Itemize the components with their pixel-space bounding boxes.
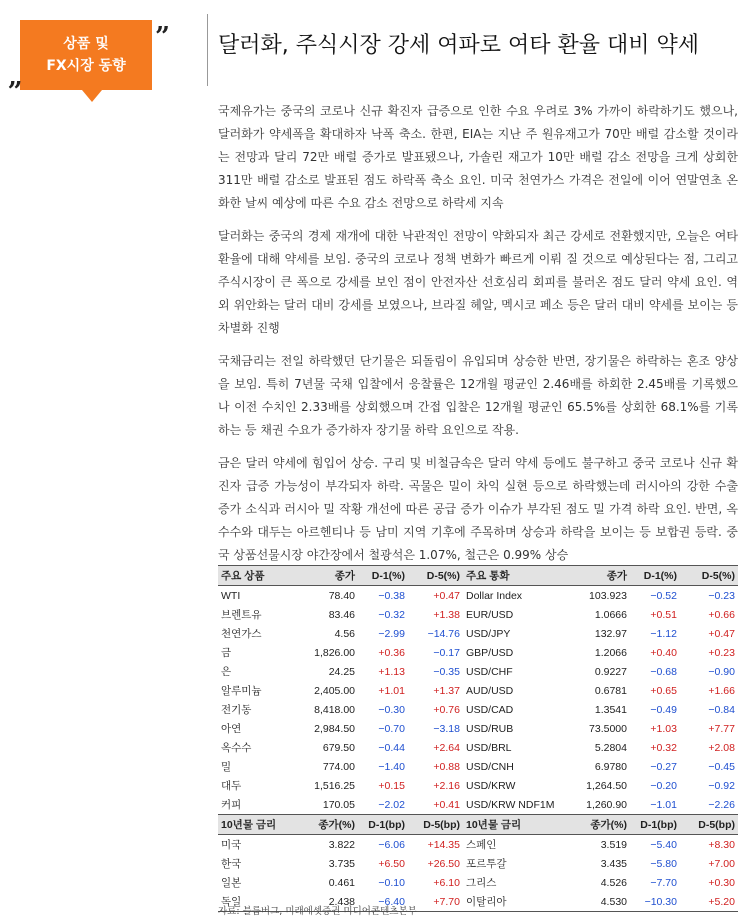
column-header: 종가(%)	[300, 815, 358, 835]
header-divider	[207, 14, 208, 86]
table-row	[218, 738, 738, 757]
table-row	[218, 700, 738, 719]
table-cell: 1,260.90	[568, 795, 630, 815]
table-cell: 4.530	[568, 892, 630, 912]
table-cell: 1.0666	[594, 608, 627, 621]
table-cell: +0.65	[650, 684, 677, 697]
table-cell: 은	[221, 666, 232, 678]
table-cell: USD/CAD	[466, 703, 514, 716]
table-cell: 2.438	[300, 892, 358, 912]
table-cell: +14.35	[427, 838, 460, 851]
table-cell: USD/BRL	[466, 741, 512, 754]
table-cell: 3.735	[328, 857, 355, 870]
table-cell: 일본	[221, 877, 242, 889]
table-cell: USD/RUB	[466, 722, 514, 735]
table-cell: −0.52	[650, 589, 677, 602]
table-cell: −0.49	[650, 703, 677, 716]
table-cell: 1,516.25	[314, 779, 355, 792]
table-cell: 679.50	[322, 741, 355, 754]
table-cell: 103.923	[589, 589, 627, 602]
table-cell: USD/KRW	[466, 779, 516, 792]
column-header: D-5(%)	[680, 566, 738, 586]
table-cell: −0.70	[378, 722, 405, 735]
table-row	[218, 776, 738, 795]
table-row	[218, 624, 738, 643]
table-cell: 170.05	[300, 795, 358, 815]
table-cell: −14.76	[427, 627, 460, 640]
table-cell: +2.64	[433, 741, 460, 754]
paragraph-metals-grains: 금은 달러 약세에 힘입어 상승. 구리 및 비철금속은 달러 약세 등에도 불구하고 중국 코로나 신규 확진자 급증 가능성이 부각되자 하락. 곡물은 밀이 차익 실현 등으로 하락했는데 러시아의 강한 수출 증가 소식과 러시아 밀 작황 개선에 따른 공급 증가 이슈가 부각된 점도 밀 가격 하락 요인. 반면, 옥수수와 대두는 아르헨티나 등 남미 지역 기후에 주목하며 상승과 하락을 보이는 등 보합권 등락. 중국 상품선물시장 야간장에서 철광석은 1.07%, 철근은 0.99% 상승	[218, 456, 738, 562]
table-cell: 78.40	[328, 589, 355, 602]
table-cell: 포르투갈	[466, 858, 507, 870]
table-cell: WTI	[221, 589, 241, 602]
table-cell: −0.20	[650, 779, 677, 792]
table-cell: 1.2066	[594, 646, 627, 659]
column-header: 종가	[300, 566, 358, 586]
column-header: 주요 통화	[463, 566, 568, 586]
table-cell: +0.23	[708, 646, 735, 659]
table-cell: +0.88	[433, 760, 460, 773]
table-cell: 천연가스	[221, 628, 262, 640]
table-cell: −3.18	[433, 722, 460, 735]
table-cell: 밀	[221, 761, 232, 773]
table-cell: −7.70	[650, 876, 677, 889]
table-cell: −0.38	[378, 589, 405, 602]
table-cell: −2.99	[378, 627, 405, 640]
table-cell: 0.9227	[594, 665, 627, 678]
badge-line-2: FX시장 동향	[46, 58, 126, 74]
table-cell: USD/CHF	[466, 665, 513, 678]
table-cell: 8,418.00	[314, 703, 355, 716]
table-cell: +1.13	[378, 665, 405, 678]
table-cell: 132.97	[594, 627, 627, 640]
table-cell: +1.66	[708, 684, 735, 697]
table-cell: 대두	[221, 780, 242, 792]
table-row	[218, 757, 738, 776]
market-data-table	[218, 565, 738, 912]
table-cell: −6.06	[378, 838, 405, 851]
table-cell: −1.12	[650, 627, 677, 640]
table-cell: USD/JPY	[466, 627, 511, 640]
table-cell: 스페인	[466, 839, 497, 851]
table-cell: +0.36	[378, 646, 405, 659]
column-header: 종가	[568, 566, 630, 586]
table-cell: −0.44	[378, 741, 405, 754]
table-cell: USD/KRW NDF1M	[463, 795, 568, 815]
open-quote-mark: „	[8, 62, 23, 92]
table-cell: −0.30	[378, 703, 405, 716]
table-cell: +26.50	[427, 857, 460, 870]
table-cell: 2,984.50	[314, 722, 355, 735]
column-header: D-5(%)	[408, 566, 463, 586]
table-cell: +1.01	[378, 684, 405, 697]
table-cell: 6.9780	[594, 760, 627, 773]
table-cell: USD/CNH	[466, 760, 514, 773]
commodities-fx-header	[218, 566, 738, 586]
table-cell: 4.526	[600, 876, 627, 889]
table-cell: −10.30	[630, 892, 680, 912]
table-cell: Dollar Index	[466, 589, 523, 602]
column-header: D-1(bp)	[630, 815, 680, 835]
table-cell: 5.2804	[594, 741, 627, 754]
page-title: 달러화, 주식시장 강세 여파로 여타 환율 대비 약세	[218, 33, 699, 58]
badge-line-1: 상품 및	[63, 36, 109, 52]
table-cell: +2.08	[708, 741, 735, 754]
table-row	[218, 873, 738, 892]
table-cell: −0.45	[708, 760, 735, 773]
table-cell: 0.461	[328, 876, 355, 889]
table-cell: 3.519	[600, 838, 627, 851]
table-cell: −0.68	[650, 665, 677, 678]
table-cell: 옥수수	[221, 742, 252, 754]
table-cell: 3.822	[328, 838, 355, 851]
table-cell: +8.30	[708, 838, 735, 851]
table-cell: −0.32	[378, 608, 405, 621]
column-header: 종가(%)	[568, 815, 630, 835]
table-cell: 83.46	[328, 608, 355, 621]
column-header: D-5(bp)	[408, 815, 463, 835]
table-cell: 3.435	[600, 857, 627, 870]
section-badge	[20, 20, 152, 90]
table-cell: +0.47	[433, 589, 460, 602]
table-cell: +2.16	[433, 779, 460, 792]
table-cell: 커피	[218, 795, 300, 815]
column-header: D-1(%)	[358, 566, 408, 586]
table-cell: −6.40	[358, 892, 408, 912]
column-header: D-5(bp)	[680, 815, 738, 835]
table-cell: −0.35	[433, 665, 460, 678]
paragraph-bonds: 국채금리는 전일 하락했던 단기물은 되돌림이 유입되며 상승한 반면, 장기물은 하락하는 혼조 양상을 보임. 특히 7년물 국채 입찰에서 응찰률은 12개월 평균인 2.46배를 하회한 2.45배를 기록했으나 이전 수치인 2.33배를 상회했으며 간접 입찰은 12개월 평균인 65.5%를 상회한 68.1%를 기록하는 등 채권 수요가 증가하자 장기물 하락 요인으로 작용.	[218, 354, 738, 437]
table-row	[218, 662, 738, 681]
badge-pointer	[82, 90, 102, 102]
column-header: D-1(%)	[630, 566, 680, 586]
table-cell: 774.00	[322, 760, 355, 773]
table-cell: EUR/USD	[466, 608, 514, 621]
table-cell: +7.00	[708, 857, 735, 870]
table-cell: −0.10	[378, 876, 405, 889]
table-cell: 이탈리아	[463, 892, 568, 912]
table-row	[218, 681, 738, 700]
table-row	[218, 795, 738, 815]
table-cell: +6.50	[378, 857, 405, 870]
table-cell: +1.37	[433, 684, 460, 697]
paragraph-dollar: 달러화는 중국의 경제 재개에 대한 낙관적인 전망이 약화되자 최근 강세로 전환했지만, 오늘은 여타 환율에 대해 약세를 보임. 중국의 코로나 정책 변화가 빠르게 이뤄 질 것으로 예상된다는 점, 그리고 주식시장이 큰 폭으로 강세를 보인 점이 안전자산 선호심리 회피를 불러온 점도 달러 약세 요인. 역외 위안화는 달러 대비 강세를 보였으나, 브라질 헤알, 멕시코 페소 등은 달러 대비 약세를 보이는 등 차별화 진행	[218, 229, 738, 335]
table-cell: +1.03	[650, 722, 677, 735]
table-cell: 독일	[218, 892, 300, 912]
table-cell: −1.40	[378, 760, 405, 773]
table-cell: +0.32	[650, 741, 677, 754]
table-cell: +5.20	[680, 892, 738, 912]
column-header: 10년물 금리	[463, 815, 568, 835]
table-cell: +0.40	[650, 646, 677, 659]
table-cell: AUD/USD	[466, 684, 514, 697]
table-cell: 1,264.50	[586, 779, 627, 792]
table-cell: −0.23	[708, 589, 735, 602]
table-cell: GBP/USD	[466, 646, 514, 659]
table-cell: 1,826.00	[314, 646, 355, 659]
table-row	[218, 854, 738, 873]
table-row	[218, 605, 738, 624]
article-body	[218, 100, 738, 577]
table-row	[218, 586, 738, 606]
close-quote-mark: ”	[155, 22, 170, 52]
table-cell: +0.47	[708, 627, 735, 640]
table-cell: 0.6781	[594, 684, 627, 697]
table-cell: 한국	[221, 858, 242, 870]
column-header: 10년물 금리	[218, 815, 300, 835]
table-cell: 2,405.00	[314, 684, 355, 697]
table-cell: −0.27	[650, 760, 677, 773]
table-cell: 미국	[221, 839, 242, 851]
table-cell: +0.76	[433, 703, 460, 716]
column-header: D-1(bp)	[358, 815, 408, 835]
table-cell: +1.38	[433, 608, 460, 621]
table-row	[218, 643, 738, 662]
table-cell: +0.51	[650, 608, 677, 621]
bond-yield-header	[218, 815, 738, 835]
table-cell: +7.70	[408, 892, 463, 912]
source-note: 자료: 블룸버그, 미래에셋증권 미디어콘텐츠본부	[218, 906, 417, 917]
table-cell: 전기동	[221, 704, 252, 716]
table-cell: +0.30	[708, 876, 735, 889]
table-cell: 24.25	[328, 665, 355, 678]
table-cell: −5.80	[650, 857, 677, 870]
table-header-row	[218, 815, 738, 835]
table-cell: −1.01	[630, 795, 680, 815]
table-cell: 금	[221, 647, 232, 659]
table-cell: 4.56	[334, 627, 355, 640]
column-header: 주요 상품	[218, 566, 300, 586]
table-cell: −5.40	[650, 838, 677, 851]
table-cell: 1.3541	[594, 703, 627, 716]
table-row	[218, 835, 738, 855]
table-cell: −0.90	[708, 665, 735, 678]
commodities-fx-body	[218, 586, 738, 815]
table-header-row	[218, 566, 738, 586]
table-cell: 아연	[221, 723, 242, 735]
table-cell: 그리스	[466, 877, 497, 889]
table-cell: +7.77	[708, 722, 735, 735]
table-cell: −0.84	[708, 703, 735, 716]
table-cell: +0.41	[408, 795, 463, 815]
table-cell: −0.17	[433, 646, 460, 659]
paragraph-oil: 국제유가는 중국의 코로나 신규 확진자 급증으로 인한 수요 우려로 3% 가까이 하락하기도 했으나, 달러화가 약세폭을 확대하자 낙폭 축소. 한편, EIA는 지난 주 원유재고가 70만 배럴 감소할 것이라는 전망과 달리 72만 배럴 증가로 발표됐으나, 가솔린 재고가 10만 배럴 감소 전망을 크게 상회한 311만 배럴 감소로 발표된 점도 하락폭 축소 요인. 미국 천연가스 가격은 전일에 이어 연말연초 온화한 날씨 예상에 따른 수요 감소 전망으로 하락세 지속	[218, 104, 738, 210]
table-cell: −0.92	[708, 779, 735, 792]
table-cell: +6.10	[433, 876, 460, 889]
table-cell: 브렌트유	[221, 609, 262, 621]
table-cell: −2.02	[358, 795, 408, 815]
table-cell: +0.15	[378, 779, 405, 792]
table-cell: −2.26	[680, 795, 738, 815]
table-cell: +0.66	[708, 608, 735, 621]
bond-yield-body	[218, 835, 738, 912]
table-cell: 알루미늄	[221, 685, 262, 697]
table-cell: 73.5000	[589, 722, 627, 735]
table-row	[218, 719, 738, 738]
